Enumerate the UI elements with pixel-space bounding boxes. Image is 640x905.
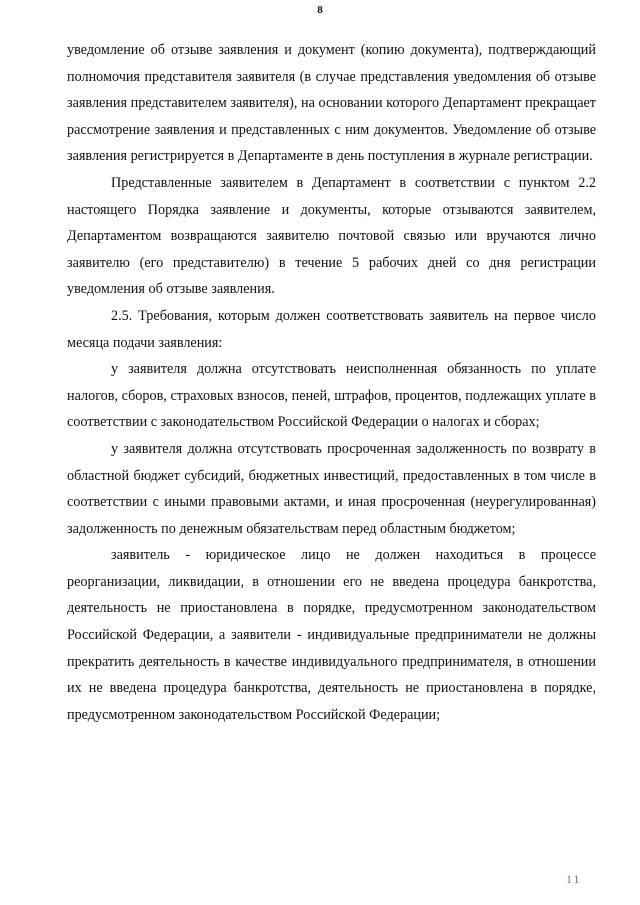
corner-mark: 11 — [566, 872, 582, 886]
paragraph-budget-debt: у заявителя должна отсутствовать просроченная задолженность по возврату в областной бюджет субсидий, бюджетных инвестиций, предоставленных в том числе в соответствии с иными правовыми актами, и иная просроченная (неурегулированная) задолженность по денежным обязательствам перед областным бюджетом; — [67, 440, 596, 537]
paragraph-tax-obligation: у заявителя должна отсутствовать неисполненная обязанность по уплате налогов, сборов, страховых взносов, пеней, штрафов, процентов, подлежащих уплате в соответствии с законодательством Российской Федерации о налогах и сборах; — [67, 361, 596, 431]
page-number: 8 — [317, 4, 323, 16]
paragraph-legal-status: заявитель - юридическое лицо не должен находиться в процессе реорганизации, ликвидации, в отношении его не введена процедура банкротства, деятельность не приостановлена в порядке, предусмотренном законодательством Российской Федерации, а заявители - индивидуальные предприниматели не должны прекратить деятельность в качестве индивидуального предпринимателя, в отношении их не введена процедура банкротства, деятельность не приостановлена в порядке, предусмотренном законодательством Российской Федерации; — [67, 547, 596, 723]
paragraph-withdrawal-notice: уведомление об отзыве заявления и документ (копию документа), подтверждающий полномочия представителя заявителя (в случае представления уведомления об отзыве заявления представителем заявителя), на основании которого Департамент прекращает рассмотрение заявления и представленных с ним документов. Уведомление об отзыве заявления регистрируется в Департаменте в день поступления в журнале регистрации. — [67, 42, 596, 165]
document-body — [67, 37, 596, 728]
paragraph-requirements-heading: 2.5. Требования, которым должен соответствовать заявитель на первое число месяца подачи заявления: — [67, 307, 596, 351]
paragraph-documents-return: Представленные заявителем в Департамент в соответствии с пунктом 2.2 настоящего Порядка заявление и документы, которые отзываются заявителем, Департаментом возвращаются заявителю почтовой связью или вручаются лично заявителю (его представителю) в течение 5 рабочих дней со дня регистрации уведомления об отзыве заявления. — [67, 174, 596, 298]
